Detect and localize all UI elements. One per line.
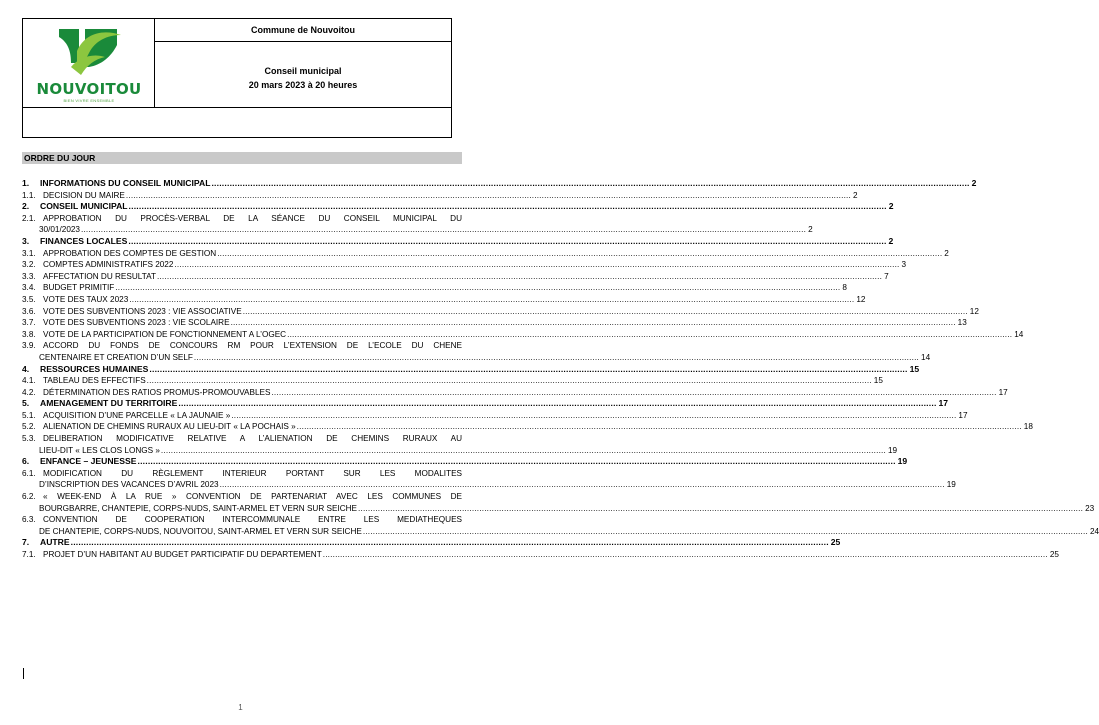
toc-number: 1.1. <box>22 190 36 200</box>
toc-title: APPROBATION DES COMPTES DE GESTION <box>43 248 217 258</box>
toc-leader-dots <box>146 375 873 387</box>
header-empty-row <box>23 107 451 138</box>
toc-title: AFFECTATION DU RESULTAT <box>43 271 156 281</box>
toc-number: 6.1. <box>22 468 36 478</box>
toc-leader-dots <box>80 224 807 236</box>
toc-page-number: 17 <box>938 398 949 409</box>
toc-leader-dots <box>128 201 888 213</box>
toc-number: 4.2. <box>22 387 36 397</box>
toc-leader-dots <box>230 317 957 329</box>
meeting-date: 20 mars 2023 à 20 heures <box>248 80 358 90</box>
toc-page-number: 2 <box>888 201 894 212</box>
toc-title: LIEU-DIT « LES CLOS LONGS » <box>39 445 160 455</box>
toc-page-number: 19 <box>888 445 898 455</box>
text-cursor <box>23 668 24 679</box>
toc-page-number: 2 <box>971 178 977 188</box>
toc-title: FINANCES LOCALES <box>40 235 128 246</box>
toc-leader-dots <box>128 294 855 306</box>
toc-leader-dots <box>160 445 887 457</box>
toc-page-number: 2 <box>808 225 813 235</box>
toc-title: ACQUISITION D’UNE PARCELLE « LA JAUNAIE » <box>43 410 231 420</box>
toc-number: 3.4. <box>22 283 36 293</box>
toc-entry[interactable] <box>22 190 858 202</box>
toc-page-number: 19 <box>897 456 908 467</box>
toc-number: 2. <box>22 201 30 212</box>
toc-section[interactable] <box>22 398 949 410</box>
toc-number: 3. <box>22 235 30 246</box>
toc-leader-dots <box>230 410 957 422</box>
logo-tagline: BIEN VIVRE ENSEMBLE <box>63 98 115 103</box>
logo-cell <box>23 19 155 107</box>
toc-leader-dots <box>216 248 943 260</box>
toc-entry[interactable] <box>22 259 907 271</box>
toc-title: VOTE DES SUBVENTIONS 2023 : VIE SCOLAIRE <box>43 318 230 328</box>
toc-leader-dots <box>357 503 1084 515</box>
toc-entry[interactable] <box>22 375 883 387</box>
toc-number: 7.1. <box>22 550 36 559</box>
toc-title: BOURGBARRE, CHANTEPIE, CORPS-NUDS, SAINT-ARMEL ET VERN SUR SEICHE <box>39 503 357 513</box>
toc-page-number: 17 <box>998 387 1008 397</box>
toc-entry[interactable] <box>22 387 1008 399</box>
toc-page-number: 14 <box>1014 329 1024 339</box>
toc-number: 3.5. <box>22 294 36 304</box>
toc-leader-dots <box>242 306 969 318</box>
toc-page-number: 14 <box>921 352 931 362</box>
toc-title: « WEEK-END À LA RUE » CONVENTION DE PARTENARIAT AVEC LES COMMUNES DE <box>43 492 462 502</box>
toc-title: BUDGET PRIMITIF <box>43 283 115 293</box>
toc-page-number: 19 <box>946 480 956 490</box>
toc-number: 3.2. <box>22 260 36 270</box>
toc-section[interactable] <box>22 201 894 213</box>
toc-title: CONSEIL MUNICIPAL <box>40 201 128 212</box>
toc-entry[interactable] <box>22 271 889 283</box>
toc-page-number: 25 <box>830 537 841 548</box>
toc-leader-dots <box>173 259 900 271</box>
toc-entry[interactable] <box>22 306 979 318</box>
toc-number: 5.2. <box>22 422 36 432</box>
toc-leader-dots <box>156 271 883 283</box>
toc-title: VOTE DE LA PARTICIPATION DE FONCTIONNEMENT A L’OGEC <box>43 329 287 339</box>
toc-title: DÉTERMINATION DES RATIOS PROMUS-PROMOUVABLES <box>43 387 271 397</box>
toc-entry[interactable] <box>22 491 1095 514</box>
toc-entry[interactable] <box>22 329 1024 341</box>
toc-leader-dots <box>114 282 841 294</box>
toc-page-number: 15 <box>909 363 920 374</box>
toc-title: MODIFICATION DU RÈGLEMENT INTERIEUR PORTANT SUR LES MODALITES <box>43 468 462 478</box>
commune-name: Commune de Nouvoitou <box>155 19 451 42</box>
toc-title: CONVENTION DE COOPERATION INTERCOMMUNALE ENTRE LES MEDIATHEQUES <box>43 515 462 525</box>
toc-title: TABLEAU DES EFFECTIFS <box>43 376 146 386</box>
toc-entry[interactable] <box>22 421 1033 433</box>
toc-entry[interactable] <box>22 317 967 329</box>
toc-number: 3.3. <box>22 271 36 281</box>
toc-title: D’INSCRIPTION DES VACANCES D’AVRIL 2023 <box>39 480 219 490</box>
header-table <box>22 18 452 138</box>
toc-number: 3.1. <box>22 248 36 258</box>
toc-page-number: 3 <box>901 260 907 270</box>
toc-page-number: 2 <box>888 235 894 246</box>
toc-entry[interactable] <box>22 340 931 363</box>
toc-title: ACCORD DU FONDS DE CONCOURS RM POUR L’EXTENSION DE L’ECOLE DU CHENE <box>43 341 462 351</box>
page-number: 1 <box>238 703 243 712</box>
meeting-title: Conseil municipal <box>264 66 342 76</box>
toc-section[interactable] <box>22 363 920 376</box>
toc-number: 5. <box>22 398 30 409</box>
toc-title: RESSOURCES HUMAINES <box>40 363 149 374</box>
toc-title: AUTRE <box>40 537 70 548</box>
toc-title: VOTE DES SUBVENTIONS 2023 : VIE ASSOCIATIVE <box>43 306 242 316</box>
toc-number: 7. <box>22 537 30 548</box>
toc-title: DE CHANTEPIE, CORPS-NUDS, NOUVOITOU, SAINT-ARMEL ET VERN SUR SEICHE <box>39 526 362 536</box>
toc-title: PROJET D’UN HABITANT AU BUDGET PARTICIPATIF DU DEPARTEMENT <box>43 550 322 559</box>
toc-page-number: 8 <box>842 283 847 293</box>
toc-title: ENFANCE – JEUNESSE <box>40 456 137 467</box>
toc-number: 6.3. <box>22 515 36 525</box>
toc-number: 1. <box>22 178 30 188</box>
logo-wordmark: NOUVOITOU <box>36 80 142 98</box>
toc-title: INFORMATIONS DU CONSEIL MUNICIPAL <box>40 178 211 188</box>
toc-number: 4.1. <box>22 376 36 386</box>
toc-leader-dots <box>125 190 852 202</box>
toc-title: AMENAGEMENT DU TERRITOIRE <box>40 398 178 409</box>
toc-number: 6. <box>22 456 30 467</box>
agenda-heading: ORDRE DU JOUR <box>22 152 462 164</box>
toc-leader-dots <box>270 387 997 399</box>
nouvoitou-logo-icon <box>51 23 127 81</box>
toc-number: 3.8. <box>22 329 36 339</box>
toc-entry[interactable] <box>22 433 898 456</box>
toc-leader-dots <box>219 479 946 491</box>
toc-leader-dots <box>322 549 1049 561</box>
toc-page-number: 18 <box>1023 422 1033 432</box>
toc-entry[interactable] <box>22 410 968 422</box>
toc-leader-dots <box>127 236 887 248</box>
toc-number: 2.1. <box>22 213 36 223</box>
toc-leader-dots <box>210 178 970 190</box>
toc-title: 30/01/2023 <box>39 225 80 235</box>
toc-number: 5.3. <box>22 434 36 444</box>
toc-page-number: 12 <box>969 306 979 316</box>
table-of-contents <box>22 178 1099 561</box>
toc-leader-dots <box>362 526 1089 538</box>
toc-page-number: 2 <box>944 248 949 258</box>
toc-number: 5.1. <box>22 410 36 420</box>
toc-entry[interactable] <box>22 213 813 236</box>
meeting-cell <box>155 42 451 107</box>
toc-section[interactable] <box>22 178 977 190</box>
toc-number: 3.6. <box>22 306 36 316</box>
toc-leader-dots <box>286 329 1013 341</box>
toc-number: 4. <box>22 363 30 374</box>
toc-page-number: 17 <box>958 410 968 420</box>
toc-entry[interactable] <box>22 468 956 491</box>
toc-leader-dots <box>177 398 937 410</box>
toc-entry[interactable] <box>22 282 847 294</box>
toc-section[interactable] <box>22 537 841 549</box>
toc-entry[interactable] <box>22 514 1099 537</box>
toc-number: 3.9. <box>22 341 36 351</box>
toc-entry[interactable] <box>22 549 1059 561</box>
toc-title: DECISION DU MAIRE <box>43 190 125 200</box>
toc-section[interactable] <box>22 456 908 468</box>
toc-page-number: 24 <box>1089 526 1099 536</box>
toc-page-number: 15 <box>873 376 883 386</box>
toc-leader-dots <box>148 364 908 376</box>
toc-page-number: 12 <box>856 294 866 304</box>
toc-number: 3.7. <box>22 318 36 328</box>
toc-title: CENTENAIRE ET CREATION D’UN SELF <box>39 352 193 362</box>
toc-page-number: 25 <box>1049 550 1059 559</box>
toc-number: 6.2. <box>22 492 36 502</box>
toc-leader-dots <box>296 421 1023 433</box>
toc-page-number: 13 <box>957 318 967 328</box>
toc-title: ALIENATION DE CHEMINS RURAUX AU LIEU-DIT « LA POCHAIS » <box>43 422 296 432</box>
toc-leader-dots <box>136 456 896 468</box>
toc-entry[interactable] <box>22 248 949 260</box>
toc-title: APPROBATION DU PROCÈS-VERBAL DE LA SÉANCE DU CONSEIL MUNICIPAL DU <box>43 213 462 223</box>
toc-leader-dots <box>70 537 830 549</box>
toc-section[interactable] <box>22 235 894 248</box>
toc-page-number: 7 <box>884 271 889 281</box>
toc-title: COMPTES ADMINISTRATIFS 2022 <box>43 260 174 270</box>
toc-page-number: 23 <box>1085 503 1095 513</box>
toc-title: VOTE DES TAUX 2023 <box>43 294 129 304</box>
toc-entry[interactable] <box>22 294 866 306</box>
toc-page-number: 2 <box>853 190 858 200</box>
toc-leader-dots <box>193 352 920 364</box>
toc-title: DELIBERATION MODIFICATIVE RELATIVE A L’ALIENATION DE CHEMINS RURAUX AU <box>43 434 462 444</box>
